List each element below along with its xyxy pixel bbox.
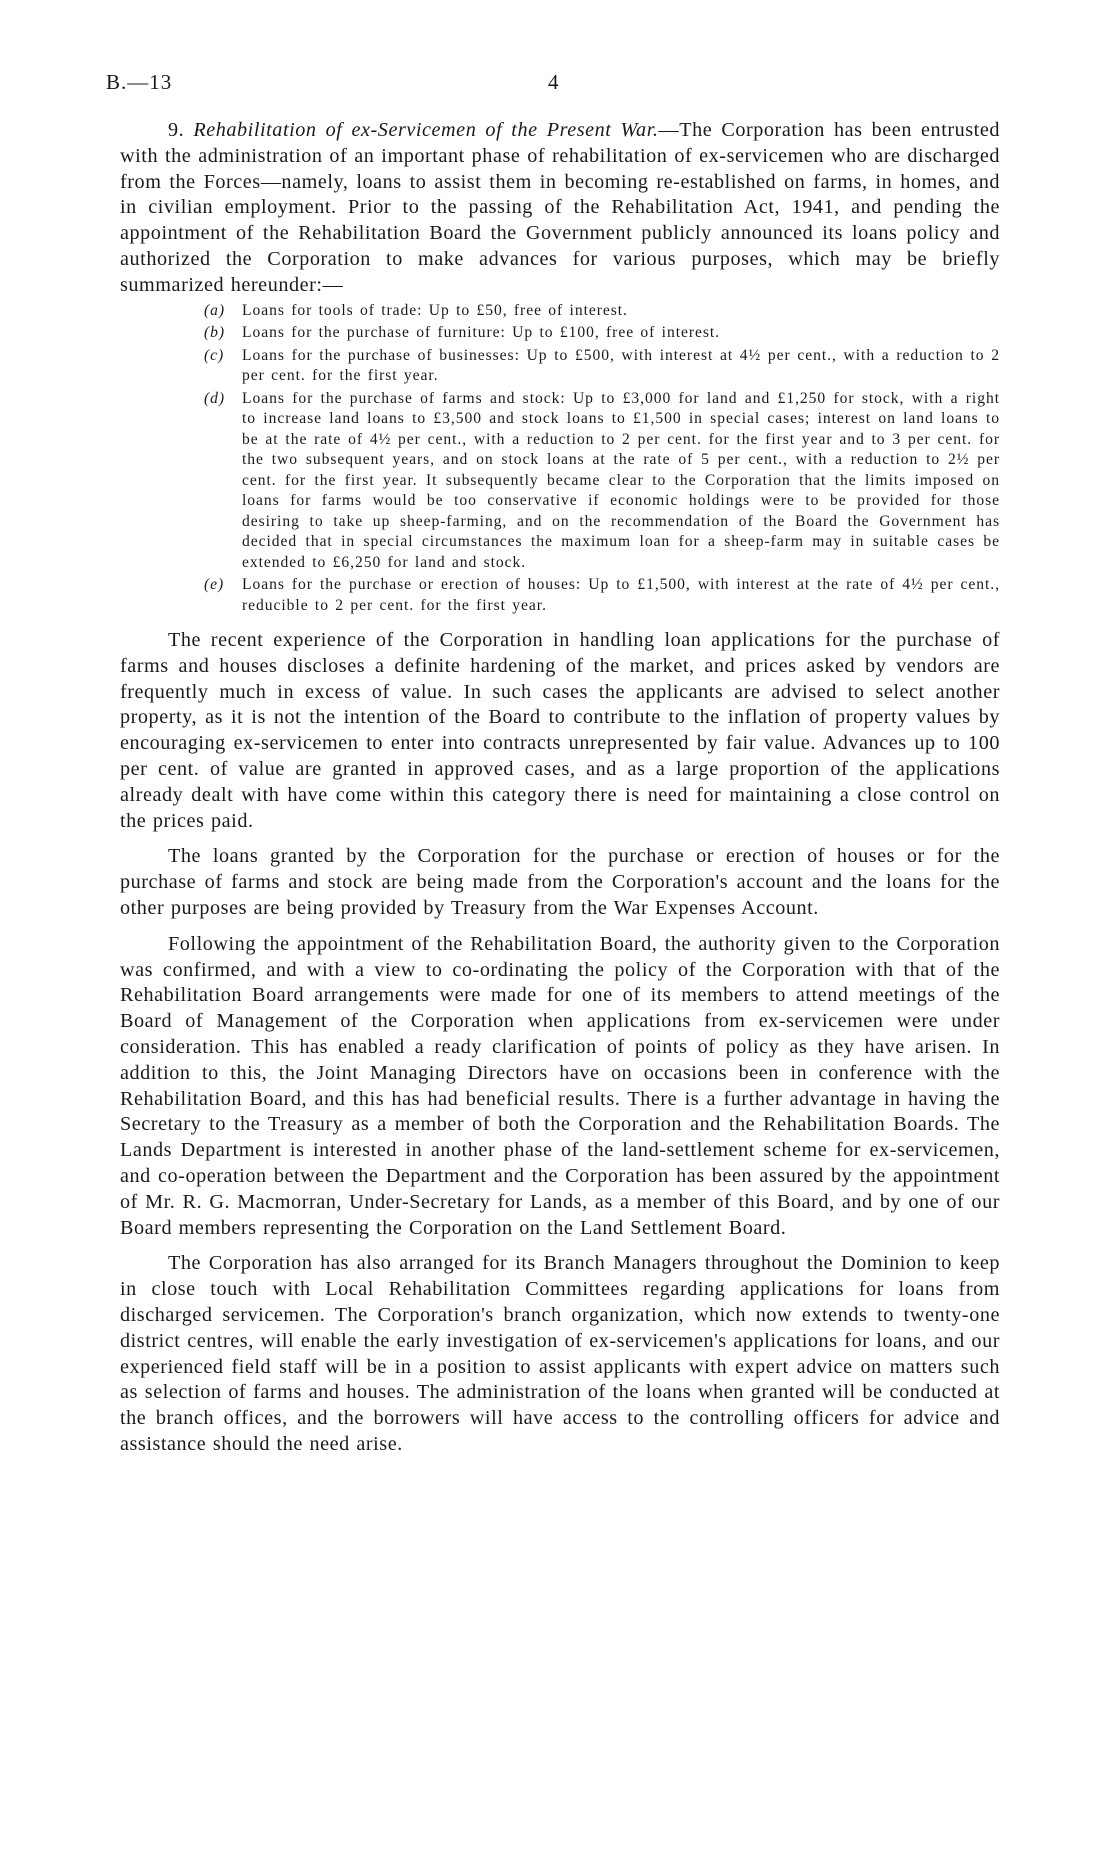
list-item <box>204 575 1000 616</box>
list-item-text: Loans for the purchase of furniture: Up to £100, free of interest. <box>242 324 721 342</box>
loan-purposes-list <box>120 301 1000 617</box>
section-intro-text: —The Corporation has been entrusted with the administration of an important phase of rehabilitation of ex-servicemen who are discharged from the Forces—namely, loans to assist them in becoming re-established on farms, in homes, and in civilian employment. Prior to the passing of the Rehabilitation Act, 1941, and pending the appointment of the Rehabilitation Board the Government publicly announced its loans policy and authorized the Corporation to make advances for various purposes, which may be briefly summarized hereunder:— <box>120 119 1000 296</box>
list-marker: (c) <box>204 346 225 364</box>
list-marker: (b) <box>204 324 226 342</box>
section-9-intro <box>120 118 1000 299</box>
page-header <box>106 70 1000 110</box>
section-number: 9. <box>168 119 185 141</box>
list-item <box>204 323 1000 344</box>
page-number: 4 <box>548 70 560 94</box>
list-marker: (e) <box>204 576 225 594</box>
section-heading: Rehabilitation of ex-Servicemen of the Present War. <box>193 119 659 141</box>
list-item-text: Loans for the purchase of farms and stock: Up to £3,000 for land and £1,250 for stock, with a right to increase land loans to £3,500 and stock loans to £1,500 in special cases; interest on land loans to be at the rate of 4½ per cent., with a reduction to 2 per cent. for the first year and to 3 per cent. for the two subsequent years, and on stock loans at the rate of 5 per cent., with a reduction to 2½ per cent. for the first year. It subsequently became clear to the Corporation that the limits imposed on loans for farms would be too conservative if economic holdings were to be provided for those desiring to take up sheep-farming, and on the recommendation of the Board the Government has decided that in special circumstances the maximum loan for a sheep-farm may in suitable cases be extended to £6,250 for land and stock. <box>242 389 1000 571</box>
list-item <box>204 301 1000 322</box>
paragraph-market-hardening: The recent experience of the Corporation in handling loan applications for the purchase of farms and houses discloses a definite hardening of the market, and prices asked by vendors are frequently much in excess of value. In such cases the applicants are advised to select another property, as it is not the intention of the Board to contribute to the inflation of property values by encouraging ex-servicemen to enter into contracts unrepresented by fair value. Advances up to 100 per cent. of value are granted in approved cases, and as a large proportion of the applications already dealt with have come within this category there is need for maintaining a close control on the prices paid. <box>120 629 1000 832</box>
document-page <box>106 70 1000 1468</box>
paragraph-board-coordination: Following the appointment of the Rehabilitation Board, the authority given to the Corporation was confirmed, and with a view to co-ordinating the policy of the Corporation with that of the Rehabilitation Board arrangements were made for one of its members to attend meetings of the Board of Management of the Corporation when applications from ex-servicemen were under consideration. This has enabled a ready clarification of points of policy as they have arisen. In addition to this, the Joint Managing Directors have on occasions been in conference with the Rehabilitation Board, and this has had beneficial results. There is a further advantage in having the Secretary to the Treasury as a member of both the Corporation and the Rehabilitation Boards. The Lands Department is interested in another phase of the land-settlement scheme for ex-servicemen, and co-operation between the Department and the Corporation has been assured by the appointment of Mr. R. G. Macmorran, Under-Secretary for Lands, as a member of this Board, and by one of our Board members representing the Corporation on the Land Settlement Board. <box>120 932 1000 1239</box>
list-item <box>204 389 1000 574</box>
list-item <box>204 346 1000 387</box>
list-item-text: Loans for tools of trade: Up to £50, free of interest. <box>242 301 628 319</box>
list-item-text: Loans for the purchase of businesses: Up to £500, with interest at 4½ per cent., with a reduction to 2 per cent. for the first year. <box>242 346 1000 385</box>
list-marker: (a) <box>204 301 226 319</box>
list-item-text: Loans for the purchase or erection of houses: Up to £1,500, with interest at the rate of 4½ per cent., reducible to 2 per cent. for the first year. <box>242 576 1000 614</box>
document-reference: B.—13 <box>106 70 173 94</box>
paragraph-loan-funding: The loans granted by the Corporation for the purchase or erection of houses or for the purchase of farms and stock are being made from the Corporation's account and the loans for the other purposes are being provided by Treasury from the War Expenses Account. <box>120 845 1000 920</box>
list-marker: (d) <box>204 389 226 407</box>
paragraph-branch-managers: The Corporation has also arranged for its Branch Managers throughout the Dominion to keep in close touch with Local Rehabilitation Committees regarding applications for loans from discharged servicemen. The Corporation's branch organization, which now extends to twenty-one district centres, will enable the early investigation of ex-servicemen's applications for loans, and our experienced field staff will be in a position to assist applicants with expert advice on matters such as selection of farms and houses. The administration of the loans when granted will be conducted at the branch offices, and the borrowers will have access to the controlling officers for advice and assistance should the need arise. <box>120 1252 1000 1455</box>
